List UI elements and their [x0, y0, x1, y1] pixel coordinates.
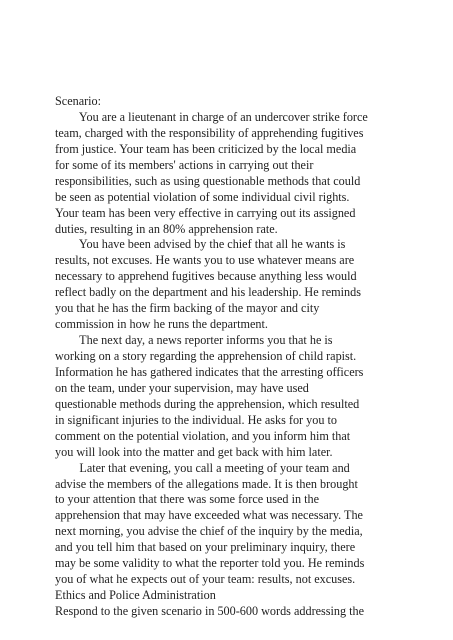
text-line: You are a lieutenant in charge of an undercover strike force: [55, 109, 368, 124]
text-line: Respond to the given scenario in 500-600 words addressing the: [55, 604, 365, 618]
text-line: you that he has the firm backing of the mayor and city: [55, 301, 320, 316]
document-body: [55, 94, 435, 620]
text-line: in significant injuries to the individual. He asks for you to: [55, 412, 337, 427]
text-line: apprehension that may have exceeded what was necessary. The: [55, 508, 363, 523]
text-line: and you tell him that based on your preliminary inquiry, there: [55, 540, 356, 555]
scenario-heading: Scenario:: [55, 94, 102, 108]
text-line: commission in how he runs the department.: [55, 317, 268, 332]
text-line: you of what he expects out of your team: results, not excuses.: [55, 572, 356, 587]
text-line: you will look into the matter and get back with him later.: [55, 444, 333, 459]
text-line: responsibilities, such as using questionable methods that could: [55, 173, 361, 188]
text-line: Your team has been very effective in carrying out its assigned: [55, 205, 356, 220]
text-line: may be some validity to what the reporter told you. He reminds: [55, 556, 365, 571]
text-line: Later that evening, you call a meeting of your team and: [55, 460, 350, 475]
text-line: results, not excuses. He wants you to use whatever means are: [55, 253, 355, 268]
text-line: Information he has gathered indicates that the arresting officers: [55, 364, 364, 379]
text-line: questionable methods during the apprehension, which resulted: [55, 396, 360, 411]
text-line: comment on the potential violation, and you inform him that: [55, 428, 351, 443]
text-line: from justice. Your team has been criticized by the local media: [55, 141, 357, 156]
section-heading: Ethics and Police Administration: [55, 588, 216, 603]
text-line: on the team, under your supervision, may have used: [55, 380, 309, 395]
text-line: next morning, you advise the chief of the inquiry by the media,: [55, 524, 363, 539]
text-line: to your attention that there was some force used in the: [55, 492, 319, 507]
text-line: advise the members of the allegations made. It is then brought: [55, 476, 358, 491]
text-line: team, charged with the responsibility of apprehending fugitives: [55, 125, 364, 140]
text-line: for some of its members' actions in carrying out their: [55, 157, 314, 172]
text-line: working on a story regarding the apprehension of child rapist.: [55, 349, 357, 363]
text-line: necessary to apprehend fugitives because anything less would: [55, 269, 357, 284]
text-line: be seen as potential violation of some individual civil rights.: [55, 189, 350, 204]
text-line: The next day, a news reporter informs you that he is: [55, 333, 333, 348]
text-line: reflect badly on the department and his leadership. He reminds: [55, 285, 361, 300]
text-line: You have been advised by the chief that all he wants is: [55, 237, 346, 252]
text-line: duties, resulting in an 80% apprehension rate.: [55, 221, 278, 236]
